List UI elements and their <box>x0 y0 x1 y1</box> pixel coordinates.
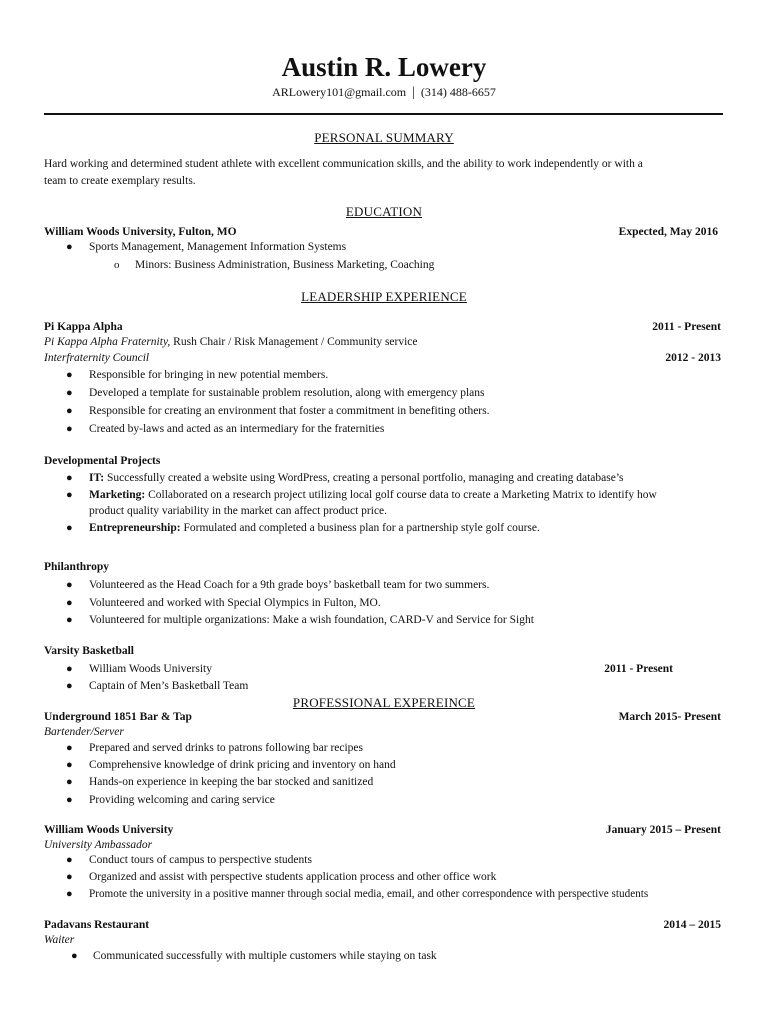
job-3-role: Waiter <box>44 934 75 946</box>
pka-role-org: Pi Kappa Alpha Fraternity, <box>44 336 171 348</box>
pka-title: Pi Kappa Alpha <box>44 321 123 333</box>
pka-bullet-2: Developed a template for sustainable problem resolution, along with emergency plans <box>89 387 485 399</box>
job-1-bullet-1: Prepared and served drinks to patrons following bar recipes <box>89 742 364 754</box>
contact-line <box>0 86 768 100</box>
varsity-title: Varsity Basketball <box>44 645 134 657</box>
job-1-bullet-4: Providing welcoming and caring service <box>89 794 275 806</box>
header-divider <box>44 113 723 115</box>
pka-role-positions: Rush Chair / Risk Management / Community service <box>170 336 418 348</box>
dev-entrepreneurship-item <box>89 523 540 535</box>
dev-it-text: Successfully created a website using WordPress, creating a personal portfolio, managing and creating database’s <box>104 472 624 484</box>
varsity-captain: Captain of Men’s Basketball Team <box>89 680 249 692</box>
pka-date: 2011 - Present <box>652 321 721 333</box>
varsity-school: William Woods University <box>89 663 212 675</box>
pka-bullet-4: Created by-laws and acted as an intermediary for the fraternities <box>89 423 385 435</box>
bullet-icon: ● <box>66 776 73 788</box>
education-date: Expected, May 2016 <box>618 226 718 238</box>
bullet-icon: ● <box>66 489 73 501</box>
education-major: Sports Management, Management Information Systems <box>89 241 347 253</box>
pka-bullet-1: Responsible for bringing in new potential members. <box>89 369 329 381</box>
section-heading-leadership: LEADERSHIP EXPERIENCE <box>301 289 467 304</box>
education-school: William Woods University, Fulton, MO <box>44 226 237 238</box>
bullet-icon: ● <box>66 522 73 534</box>
job-2-bullet-3: Promote the university in a positive manner through social media, email, and other correspondence with perspective students <box>89 888 649 900</box>
job-3-date: 2014 – 2015 <box>663 919 721 931</box>
bullet-icon: ● <box>66 871 73 883</box>
job-1-role: Bartender/Server <box>44 726 124 738</box>
summary-line-2: team to create exemplary results. <box>44 175 196 187</box>
job-2-role: University Ambassador <box>44 839 153 851</box>
bullet-icon: ● <box>66 854 73 866</box>
bullet-icon: ● <box>66 369 73 381</box>
bullet-icon: ● <box>66 387 73 399</box>
dev-it-item <box>89 473 624 485</box>
bullet-icon: ● <box>66 405 73 417</box>
bullet-icon: ● <box>66 742 73 754</box>
dev-marketing-line-2: product quality variability in the market can affect product price. <box>89 505 388 517</box>
bullet-icon: ● <box>66 423 73 435</box>
job-2-bullet-1: Conduct tours of campus to perspective students <box>89 854 312 866</box>
sub-bullet-icon: o <box>114 259 120 271</box>
philanthropy-bullet-2: Volunteered and worked with Special Olympics in Fulton, MO. <box>89 597 381 609</box>
contact-separator: | <box>412 85 415 100</box>
bullet-icon: ● <box>66 888 73 900</box>
job-2-company: William Woods University <box>44 824 174 836</box>
council-title: Interfraternity Council <box>44 352 150 364</box>
philanthropy-bullet-3: Volunteered for multiple organizations: Make a wish foundation, CARD-V and Service for Sight <box>89 614 534 626</box>
pka-role <box>44 337 418 349</box>
section-heading-education: EDUCATION <box>345 204 423 219</box>
bullet-icon: ● <box>66 663 73 675</box>
bullet-icon: ● <box>66 472 73 484</box>
council-date: 2012 - 2013 <box>665 352 721 364</box>
bullet-icon: ● <box>66 597 73 609</box>
bullet-icon: ● <box>66 614 73 626</box>
bullet-icon: ● <box>66 794 73 806</box>
phone-text: (314) 488-6657 <box>420 85 496 99</box>
section-heading-summary: PERSONAL SUMMARY <box>314 130 454 145</box>
candidate-name: Austin R. Lowery <box>281 52 487 82</box>
dev-it-label: IT: <box>89 472 105 484</box>
job-1-bullet-3: Hands-on experience in keeping the bar stocked and sanitized <box>89 776 374 788</box>
bullet-icon: ● <box>66 759 73 771</box>
summary-line-1: Hard working and determined student athlete with excellent communication skills, and the ability to work independently or with a <box>44 158 643 170</box>
bullet-icon: ● <box>66 241 73 253</box>
philanthropy-title: Philanthropy <box>44 561 109 573</box>
job-3-bullet-1: Communicated successfully with multiple customers while staying on task <box>93 950 437 962</box>
varsity-date: 2011 - Present <box>604 663 673 675</box>
job-3-company: Padavans Restaurant <box>44 919 150 931</box>
bullet-icon: ● <box>71 950 78 962</box>
section-heading-professional: PROFESSIONAL EXPEREINCE <box>292 695 476 710</box>
job-1-bullet-2: Comprehensive knowledge of drink pricing and inventory on hand <box>89 759 396 771</box>
dev-marketing-label: Marketing: <box>89 489 146 501</box>
dev-entrepreneurship-label: Entrepreneurship: <box>89 522 181 534</box>
dev-marketing-text: Collaborated on a research project utilizing local golf course data to create a Marketing Matrix to identify how <box>145 489 657 501</box>
email-text: ARLowery101@gmail.com <box>272 85 407 99</box>
job-2-date: January 2015 – Present <box>605 824 721 836</box>
job-1-date: March 2015- Present <box>618 711 721 723</box>
dev-projects-title: Developmental Projects <box>44 455 161 467</box>
bullet-icon: ● <box>66 680 73 692</box>
job-2-bullet-2: Organized and assist with perspective students application process and other office work <box>89 871 497 883</box>
job-1-company: Underground 1851 Bar & Tap <box>44 711 192 723</box>
bullet-icon: ● <box>66 579 73 591</box>
dev-marketing-item <box>89 490 657 502</box>
pka-bullet-3: Responsible for creating an environment that foster a commitment in benefiting others. <box>89 405 490 417</box>
dev-entrepreneurship-text: Formulated and completed a business plan for a partnership style golf course. <box>180 522 540 534</box>
education-minors: Minors: Business Administration, Business Marketing, Coaching <box>135 259 435 271</box>
philanthropy-bullet-1: Volunteered as the Head Coach for a 9th grade boys’ basketball team for two summers. <box>89 579 490 591</box>
